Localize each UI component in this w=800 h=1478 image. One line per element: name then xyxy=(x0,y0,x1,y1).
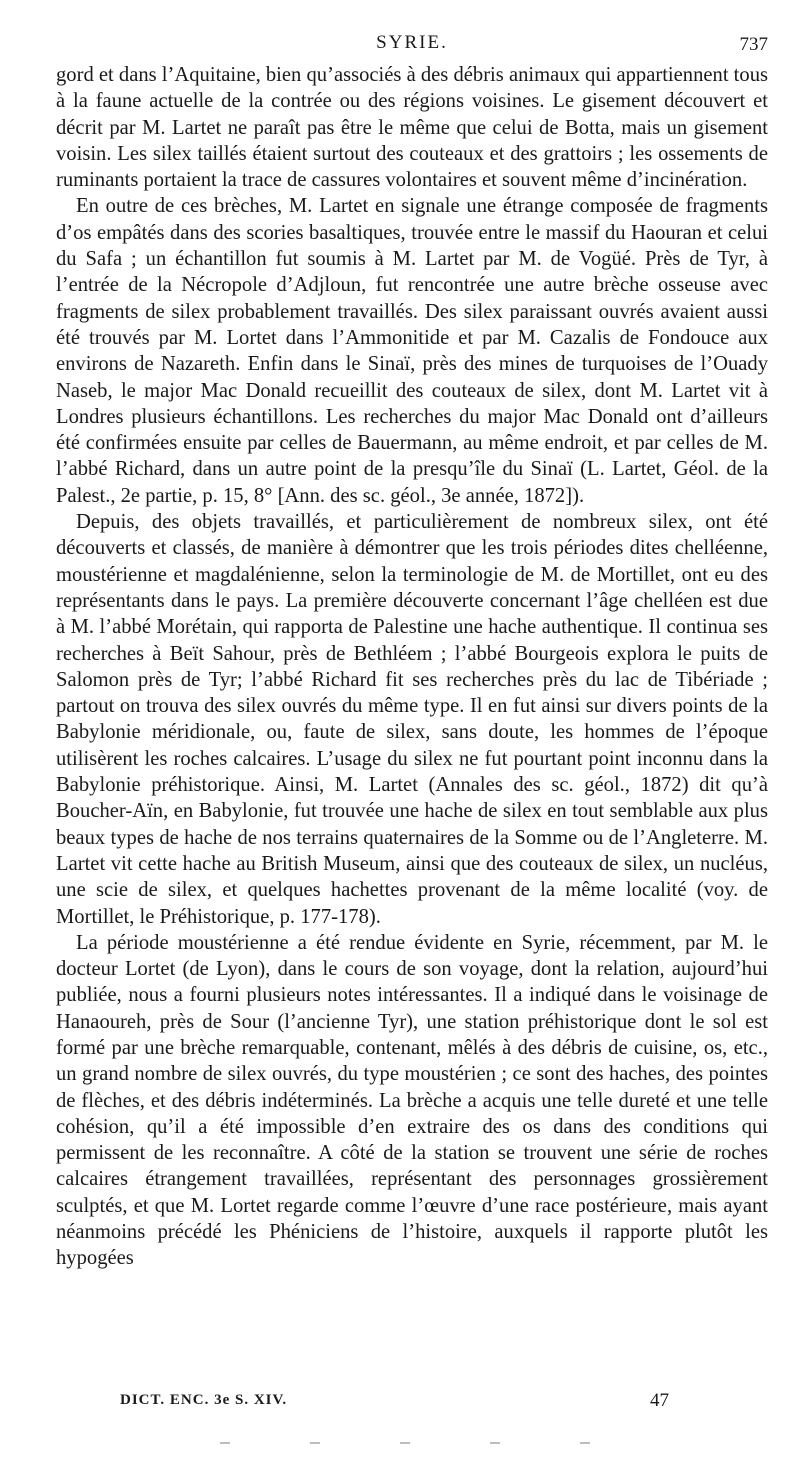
page-footer xyxy=(56,1392,768,1418)
paragraph-3: Depuis, des objets travaillés, et particulièrement de nombreux silex, ont été découverts et classés, de manière à démontrer que les trois périodes dites chelléenne, moustérienne et magdalénienne, selon la terminologie de M. de Mortillet, ont eu des représentants dans le pays. La première découverte concernant l’âge chelléen est due à M. l’abbé Morétain, qui rapporta de Palestine une hache authentique. Il continua ses recherches à Beït Sahour, près de Bethléem ; l’abbé Bourgeois explora le puits de Salomon près de Tyr; l’abbé Richard fit ses recherches près du lac de Tibériade ; partout on trouva des silex ouvrés du même type. Il en fut ainsi sur divers points de la Babylonie méridionale, ou, faute de silex, sans doute, les hommes de l’époque utilisèrent les roches calcaires. L’usage du silex ne fut pourtant point inconnu dans la Babylonie préhistorique. Ainsi, M. Lartet (Annales des sc. géol., 1872) dit qu’à Boucher-Aïn, en Babylonie, fut trouvée une hache de silex en tout semblable aux plus beaux types de hache de nos terrains quaternaires de la Somme ou de l’Angleterre. M. Lartet vit cette hache au British Museum, ainsi que des couteaux de silex, un nucléus, une scie de silex, et quelques hachettes provenant de la même localité (voy. de Mortillet, le Préhistorique, p. 177-178). xyxy=(56,511,768,928)
scan-mark xyxy=(220,1442,230,1444)
body-text xyxy=(56,62,768,1272)
sheet-number: 47 xyxy=(650,1390,669,1411)
scan-mark xyxy=(580,1442,590,1444)
paragraph-1: gord et dans l’Aquitaine, bien qu’associés à des débris animaux qui appartiennent tous à la faune actuelle de la contrée ou des régions voisines. Le gisement découvert et décrit par M. Lartet ne paraît pas être le même que celui de Botta, mais un gisement voisin. Les silex taillés étaient surtout des couteaux et des grattoirs ; les ossements de ruminants portaient la trace de cassures volontaires et souvent même d’incinération. xyxy=(56,64,769,192)
printer-signature: DICT. ENC. 3e S. XIV. xyxy=(120,1392,288,1408)
page-number: 737 xyxy=(739,34,768,55)
scan-mark xyxy=(490,1442,500,1444)
paragraph-2: En outre de ces brèches, M. Lartet en signale une étrange composée de fragments d’os empâtés dans des scories basaltiques, trouvée entre le massif du Haouran et celui du Safa ; un échantillon fut soumis à M. Lartet par M. de Vogüé. Près de Tyr, à l’entrée de la Nécropole d’Adjloun, fut rencontrée une autre brèche osseuse avec fragments de silex probablement travaillés. Des silex paraissant ouvrés avaient aussi été trouvés par M. Lortet dans l’Ammonitide et par M. Cazalis de Fondouce aux environs de Nazareth. Enfin dans le Sinaï, près des mines de turquoises de l’Ouady Naseb, le major Mac Donald recueillit des couteaux de silex, dont M. Lartet vit à Londres plusieurs échantillons. Les recherches du major Mac Donald ont d’ailleurs été confirmées ensuite par celles de Bauermann, au même endroit, et par celles de M. l’abbé Richard, dans un autre point de la presqu’île du Sinaï (L. Lartet, Géol. de la Palest., 2e partie, p. 15, 8° [Ann. des sc. géol., 3e année, 1872]). xyxy=(56,195,768,507)
paragraph-4: La période moustérienne a été rendue évidente en Syrie, récemment, par M. le docteur Lortet (de Lyon), dans le cours de son voyage, dont la relation, aujourd’hui publiée, nous a fourni plusieurs notes intéressantes. Il a indiqué dans le voisinage de Hanaoureh, près de Sour (l’ancienne Tyr), une station préhistorique dont le sol est formé par une brèche remarquable, contenant, mêlés à des débris de cuisine, os, etc., un grand nombre de silex ouvrés, du type moustérien ; ce sont des haches, des pointes de flèches, et des débris indéterminés. La brèche a acquis une telle dureté et une telle cohésion, qu’il a été impossible d’en extraire des os dans des conditions qui permissent de les reconnaître. A côté de la station se trouvent une série de roches calcaires étrangement travaillées, représentant des personnages grossièrement sculptés, et que M. Lortet regarde comme l’œuvre d’une race postérieure, mais ayant néanmoins précédé les Phéniciens de l’histoire, auxquels il rapporte plutôt les hypogées xyxy=(56,931,768,1270)
scan-mark xyxy=(400,1442,410,1444)
scan-mark xyxy=(310,1442,320,1444)
running-head xyxy=(56,32,768,58)
running-title: SYRIE. xyxy=(376,32,448,53)
scan-artifact-marks xyxy=(220,1442,620,1446)
